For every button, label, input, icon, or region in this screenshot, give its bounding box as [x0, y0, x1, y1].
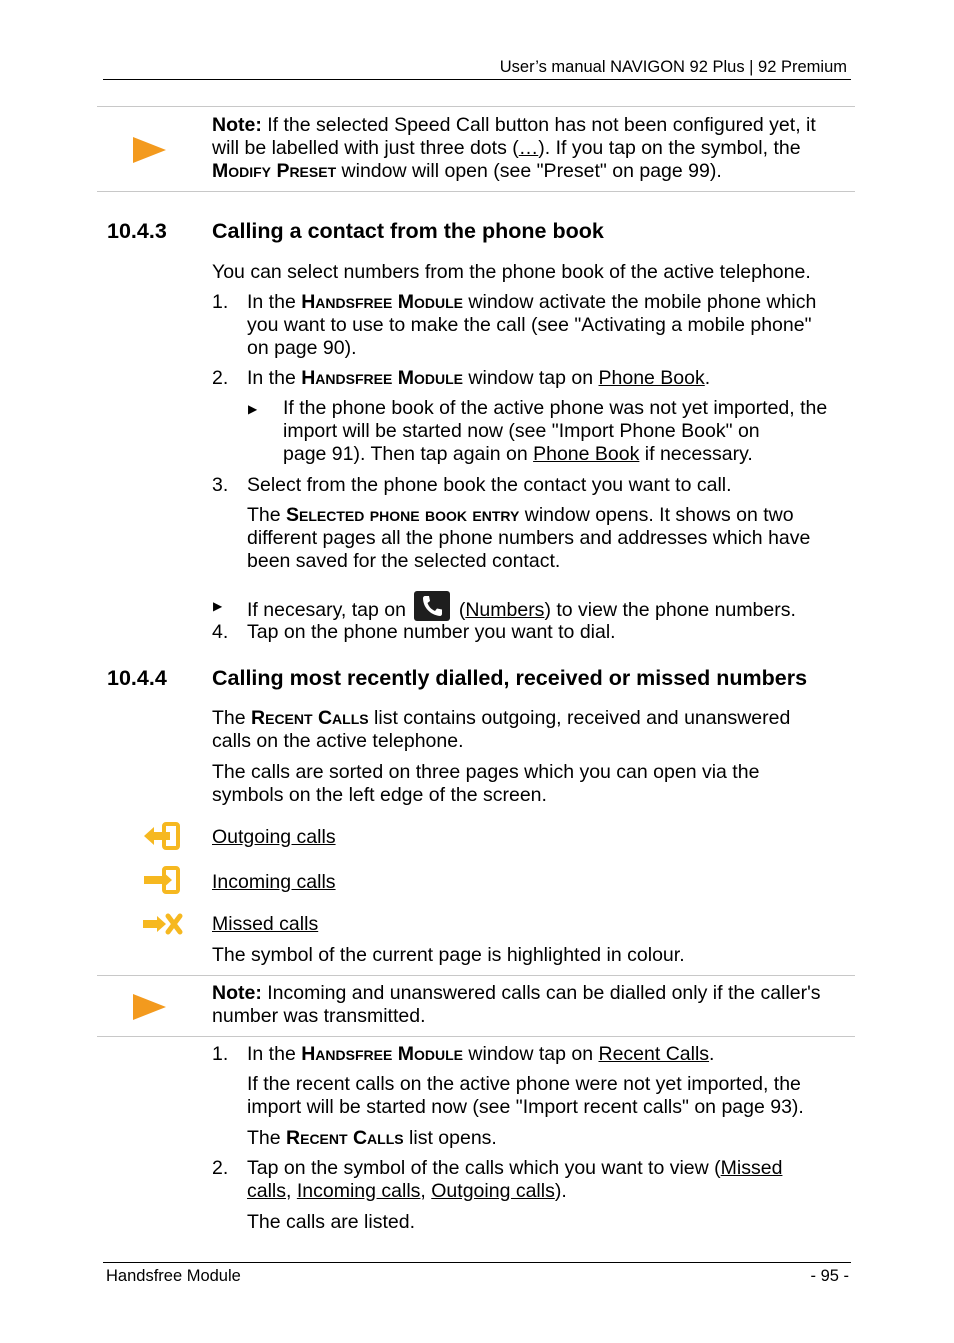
phone-book-link[interactable]: Phone Book	[533, 443, 640, 465]
running-header: User’s manual NAVIGON 92 Plus | 92 Premium	[499, 58, 847, 76]
section-number: 10.4.3	[107, 219, 167, 243]
outgoing-call-icon	[142, 822, 182, 850]
outgoing-calls-link[interactable]: Outgoing calls	[431, 1180, 555, 1202]
highlight-paragraph: The symbol of the current page is highlighted in colour.	[212, 944, 685, 966]
step-number: 4.	[212, 621, 229, 643]
note-bottom-rule	[97, 1036, 855, 1037]
footer-chapter: Handsfree Module	[106, 1267, 241, 1285]
numbers-link[interactable]: Numbers	[465, 599, 545, 621]
bullet-triangle-icon: ▶	[248, 402, 258, 416]
header-rule	[103, 79, 851, 80]
sorting-paragraph: The calls are sorted on three pages which you can open via the symbols on the left edge of the screen.	[212, 761, 760, 806]
missed-calls-link[interactable]: calls	[247, 1180, 287, 1202]
missed-call-icon	[142, 912, 184, 936]
import-paragraph: If the recent calls on the active phone were not yet imported, the import will be started now (see "Import recent calls" on page 93).	[247, 1073, 804, 1118]
step-number: 2.	[212, 367, 229, 389]
step-number: 2.	[212, 1157, 229, 1179]
step-3-detail: The Selected phone book entry window opens. It shows on two different pages all the phone numbers and addresses which have been saved for the selected contact.	[247, 504, 811, 572]
outgoing-calls-link[interactable]: Outgoing calls	[212, 826, 336, 848]
step-1: In the Handsfree Module window activate the mobile phone which you want to use to make the call (see "Activating a mobile phone" on page 90).	[247, 291, 817, 359]
phone-book-link[interactable]: Phone Book	[598, 367, 705, 389]
step-number: 1.	[212, 291, 229, 313]
dots-link[interactable]: …	[518, 137, 539, 159]
calls-listed-paragraph: The calls are listed.	[247, 1211, 415, 1233]
step-4: Tap on the phone number you want to dial.	[247, 621, 616, 643]
recent-calls-paragraph: The Recent Calls list contains outgoing, received and unanswered calls on the active telephone.	[212, 707, 791, 752]
step-number: 1.	[212, 1043, 229, 1065]
bullet-triangle-icon: ▶	[213, 599, 223, 613]
window-name: Modify Preset	[212, 160, 337, 182]
play-arrow-icon	[133, 994, 166, 1020]
numbers-bullet: If necesary, tap on (Numbers) to view the phone numbers.	[247, 591, 852, 622]
incoming-calls-link[interactable]: Incoming calls	[296, 1180, 421, 1202]
incoming-calls-link[interactable]: Incoming calls	[212, 871, 336, 893]
section-title: Calling a contact from the phone book	[212, 219, 604, 243]
note-2: Note: Incoming and unanswered calls can be dialled only if the caller's number was transmitted.	[212, 982, 821, 1027]
recent-calls-link[interactable]: Recent Calls	[598, 1043, 710, 1065]
section-title: Calling most recently dialled, received or missed numbers	[212, 666, 808, 690]
step-2: Tap on the symbol of the calls which you want to view (Missed calls, Incoming calls, Outgoing calls).	[247, 1157, 783, 1202]
note-top-rule	[97, 975, 855, 976]
step-1: In the Handsfree Module window tap on Recent Calls.	[247, 1043, 715, 1065]
footer-rule	[103, 1262, 851, 1263]
missed-calls-link[interactable]: Missed calls	[212, 913, 319, 935]
note-label: Note:	[212, 114, 262, 136]
step-number: 3.	[212, 474, 229, 496]
missed-calls-link[interactable]: Missed	[720, 1157, 783, 1179]
intro-paragraph: You can select numbers from the phone book of the active telephone.	[212, 261, 811, 283]
note-bottom-rule	[97, 191, 855, 192]
note-1: Note: If the selected Speed Call button has not been configured yet, it will be labelled with just three dots (…). If you tap on the symbol, the Modify Preset window will open (see "Preset" on page 99).	[212, 114, 816, 182]
incoming-call-icon	[142, 866, 182, 894]
page-number: - 95 -	[810, 1267, 849, 1285]
step-2: In the Handsfree Module window tap on Phone Book.	[247, 367, 711, 389]
note-top-rule	[97, 106, 855, 107]
phone-handset-icon[interactable]	[414, 591, 450, 621]
list-opens-paragraph: The Recent Calls list opens.	[247, 1127, 497, 1149]
note-label: Note:	[212, 982, 262, 1004]
section-number: 10.4.4	[107, 666, 167, 690]
sub-step: If the phone book of the active phone was not yet imported, the import will be started now (see "Import Phone Book" on page 91). Then tap again on Phone Book if necessary.	[283, 397, 828, 465]
step-3: Select from the phone book the contact you want to call.	[247, 474, 732, 496]
play-arrow-icon	[133, 137, 166, 163]
